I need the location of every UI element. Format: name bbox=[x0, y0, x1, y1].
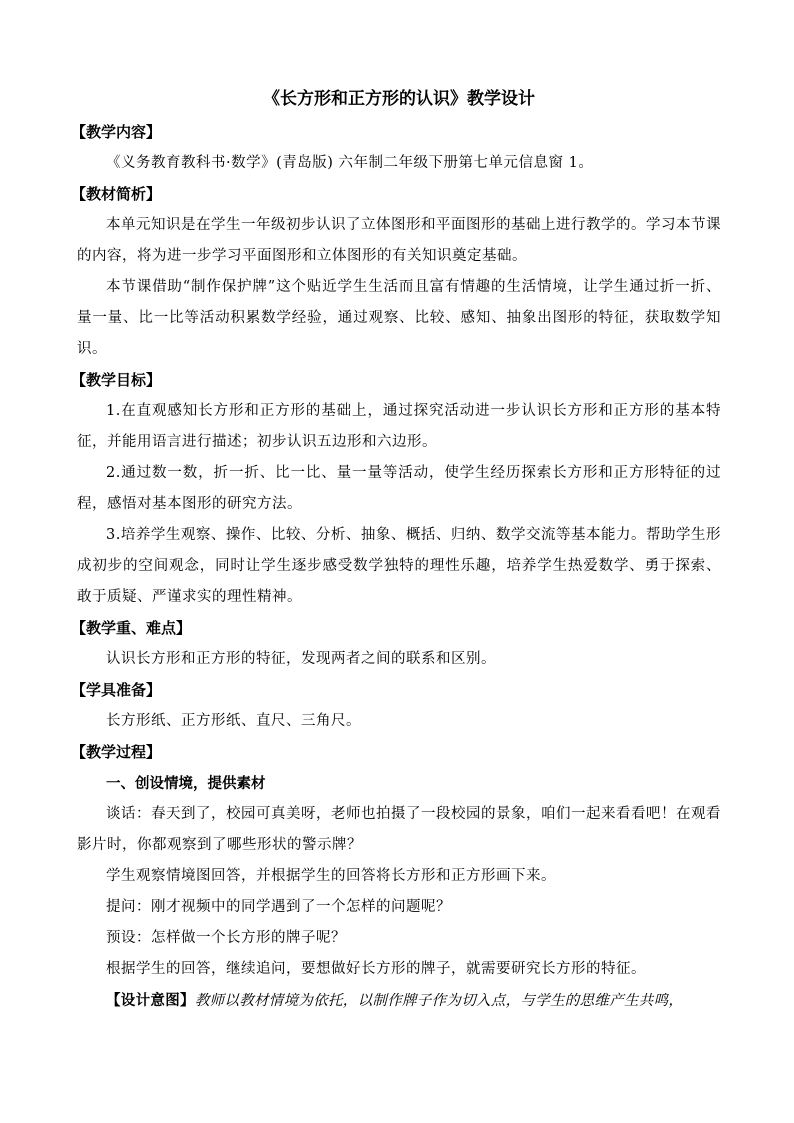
section-heading: 【教学目标】 bbox=[71, 371, 162, 389]
design-intent-text: 教师以教材情境为依托，以制作牌子作为切入点，与学生的思维产生共鸣， bbox=[194, 993, 684, 1009]
paragraph: 3.培养学生观察、操作、比较、分析、抽象、概括、归纳、数学交流等基本能力。帮助学生形成初步的空间观念，同时让学生逐步感受数学独特的理性乐趣，培养学生热爱数学、勇于探索、敢于质疑、严谨求实的理性精神。 bbox=[77, 527, 721, 605]
subsection-heading: 一、创设情境，提供素材 bbox=[106, 775, 266, 792]
document-title: 《长方形和正方形的认识》教学设计 bbox=[263, 89, 535, 109]
section-heading: 【教材简析】 bbox=[71, 185, 162, 203]
paragraph: 《义务教育教科书·数学》(青岛版) 六年制二年级下册第七单元信息窗 1。 bbox=[106, 155, 594, 171]
section-teaching-goals bbox=[71, 365, 721, 613]
paragraph: 预设：怎样做一个长方形的牌子呢？ bbox=[106, 930, 346, 946]
paragraph: 本节课借助“制作保护牌”这个贴近学生生活而且富有情趣的生活情境，让学生通过折一折、量一量、比一比等活动积累数学经验，通过观察、比较、感知、抽象出图形的特征，获取数学知识。 bbox=[77, 279, 721, 357]
paragraph: 1.在直观感知长方形和正方形的基础上，通过探究活动进一步认识长方形和正方形的基本特征，并能用语言进行描述；初步认识五边形和六边形。 bbox=[77, 403, 721, 450]
section-heading: 【教学内容】 bbox=[71, 123, 162, 141]
paragraph: 长方形纸、正方形纸、直尺、三角尺。 bbox=[106, 713, 361, 729]
paragraph: 学生观察情境图回答，并根据学生的回答将长方形和正方形画下来。 bbox=[106, 868, 556, 884]
section-material-analysis bbox=[71, 179, 721, 365]
section-teaching-process bbox=[71, 737, 721, 1017]
paragraph: 认识长方形和正方形的特征，发现两者之间的联系和区别。 bbox=[106, 651, 496, 667]
section-heading: 【教学重、难点】 bbox=[71, 619, 192, 637]
paragraph: 谈话：春天到了，校园可真美呀，老师也拍摄了一段校园的景象，咱们一起来看看吧！在观看影片时，你都观察到了哪些形状的警示牌？ bbox=[77, 806, 721, 853]
section-materials-prep bbox=[71, 675, 721, 737]
design-intent-label: 【设计意图】 bbox=[106, 992, 195, 1009]
paragraph: 根据学生的回答，继续追问，要想做好长方形的牌子，就需要研究长方形的特征。 bbox=[106, 961, 646, 977]
section-heading: 【学具准备】 bbox=[71, 681, 162, 699]
section-key-difficulties bbox=[71, 613, 721, 675]
section-teaching-content bbox=[71, 117, 721, 179]
section-heading: 【教学过程】 bbox=[71, 743, 162, 761]
document-body bbox=[71, 87, 721, 1017]
paragraph: 2.通过数一数，折一折、比一比、量一量等活动，使学生经历探索长方形和正方形特征的过程，感悟对基本图形的研究方法。 bbox=[77, 465, 721, 512]
design-intent bbox=[77, 985, 721, 1017]
paragraph: 本单元知识是在学生一年级初步认识了立体图形和平面图形的基础上进行教学的。学习本节课的内容，将为进一步学习平面图形和立体图形的有关知识奠定基础。 bbox=[77, 217, 721, 264]
paragraph: 提问：刚才视频中的同学遇到了一个怎样的问题呢？ bbox=[106, 899, 451, 915]
